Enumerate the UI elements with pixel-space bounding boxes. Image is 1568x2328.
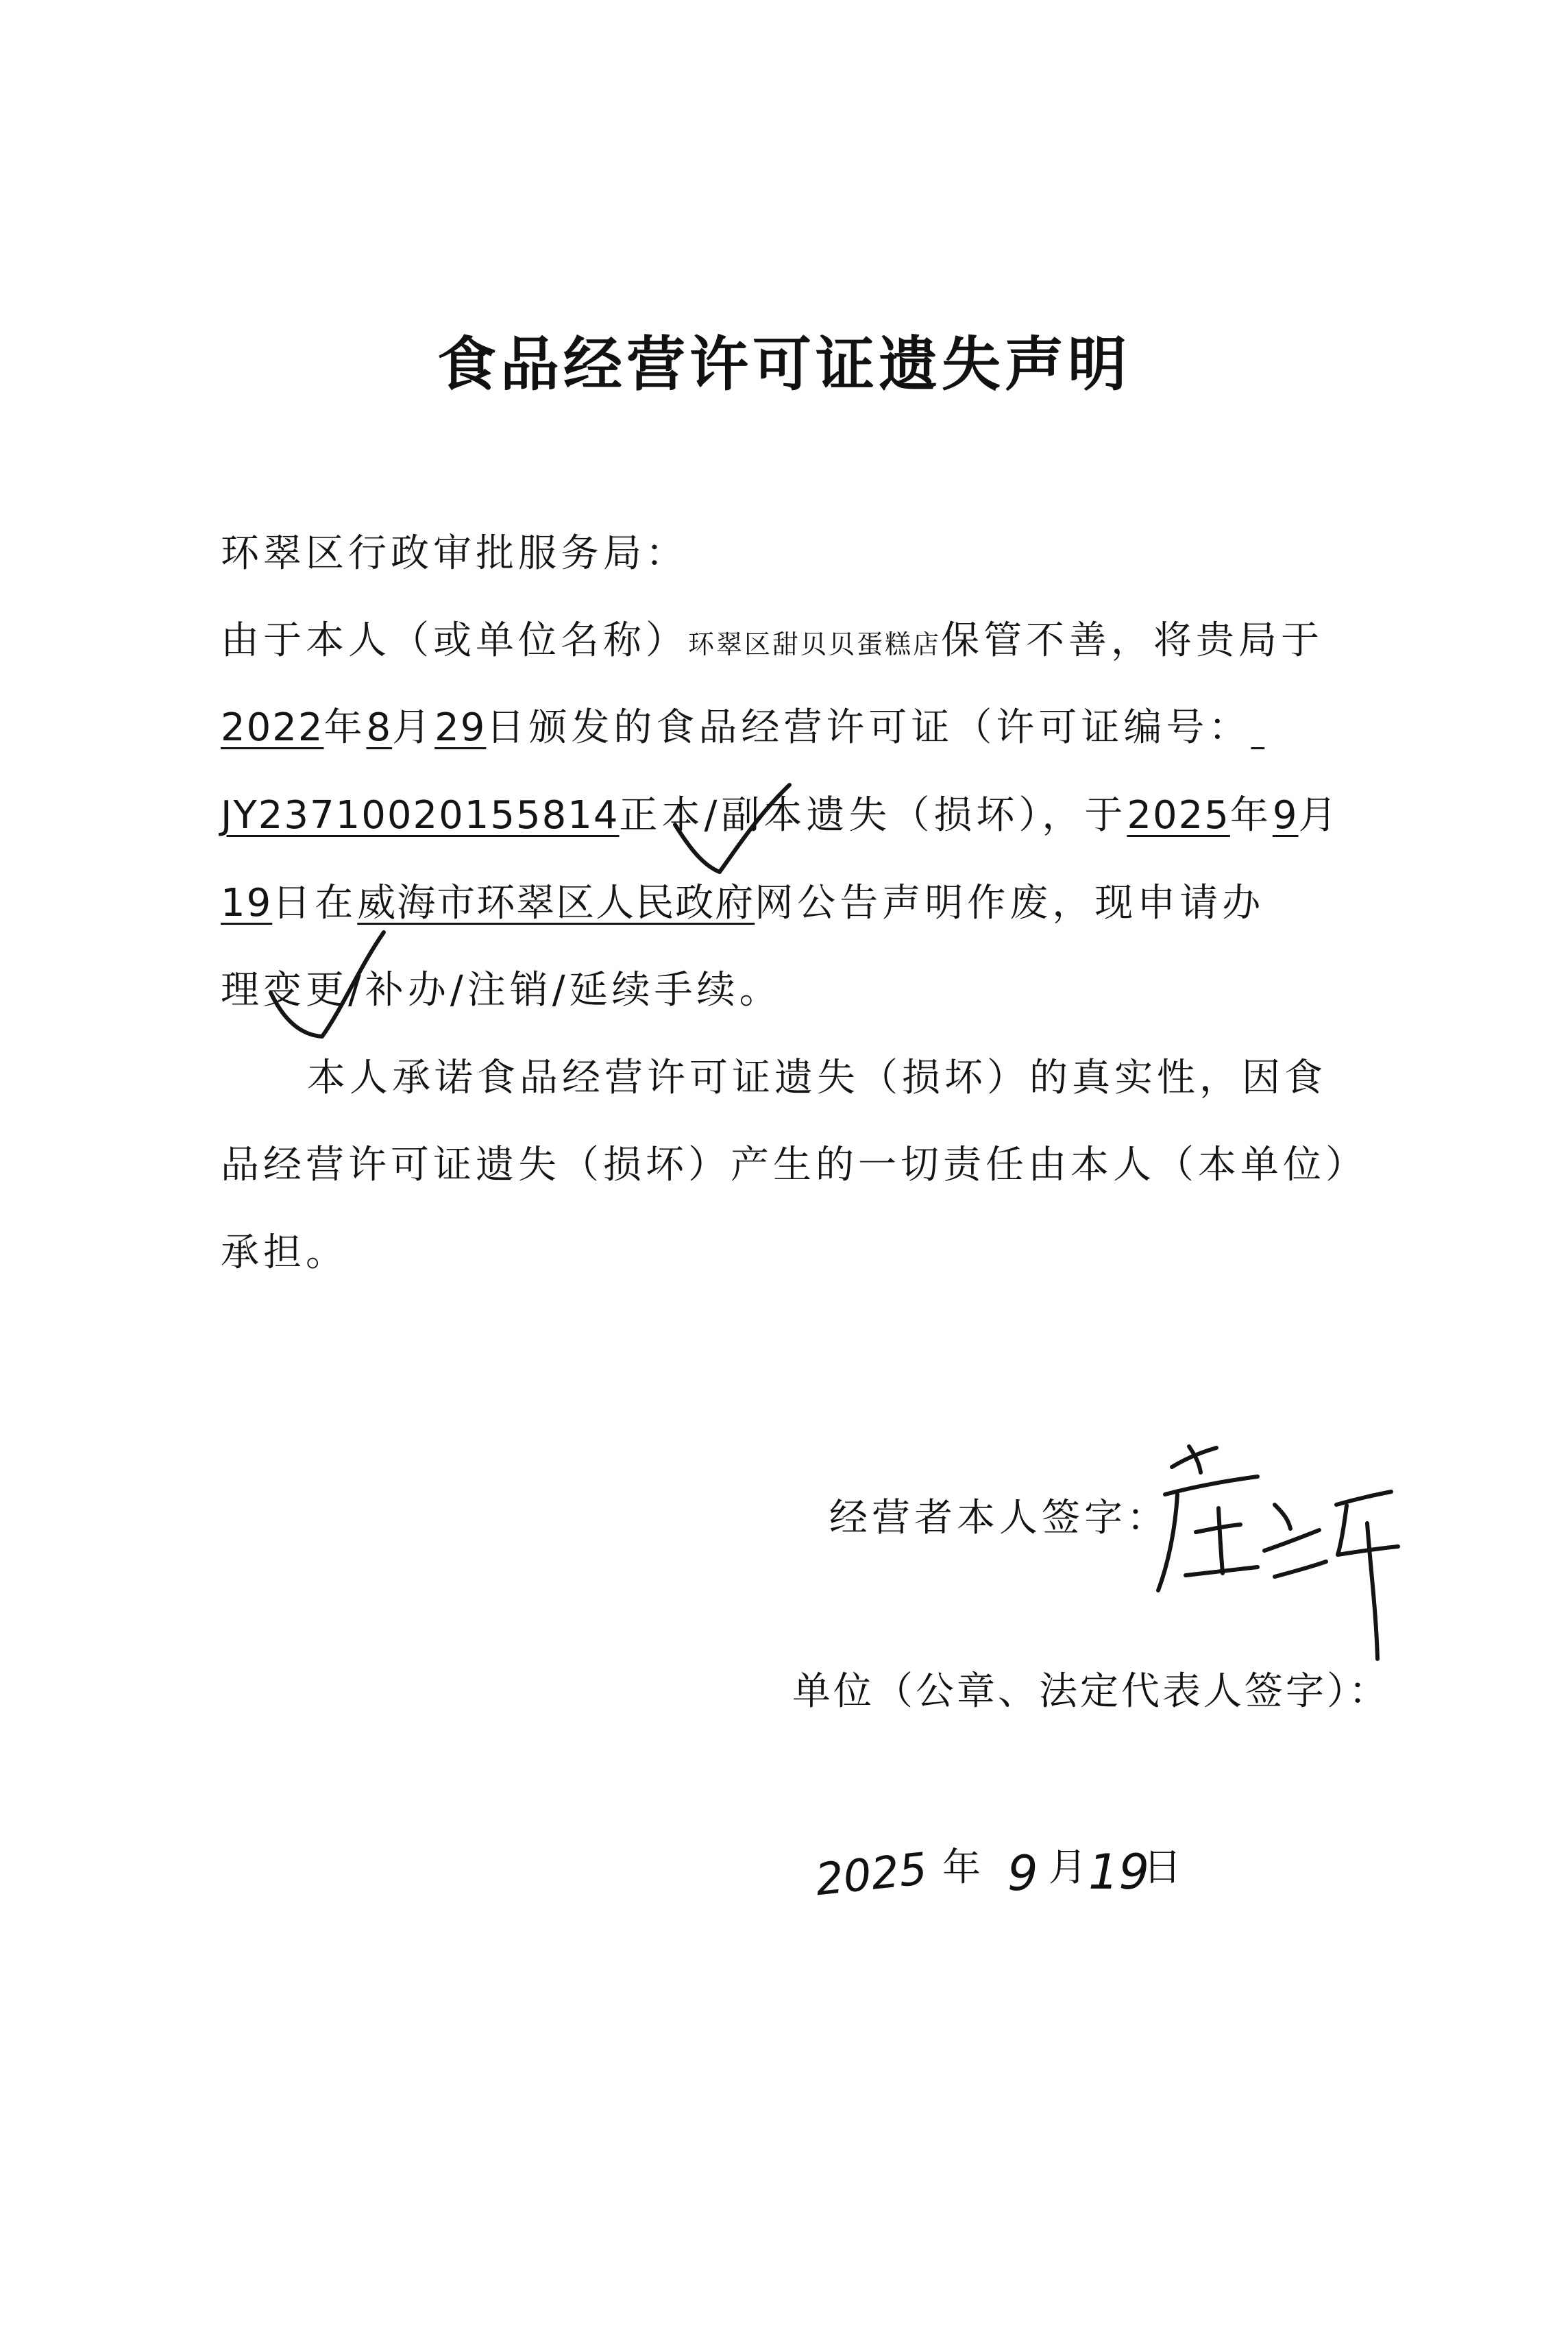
body-text: 日颁发的食品经营许可证（许可证编号： (486, 705, 1251, 750)
notice-month: 9 (1272, 793, 1299, 838)
body-line-2 (221, 614, 1323, 672)
notice-year-unit: 年 (1229, 793, 1273, 838)
date-day: 19 (1088, 1844, 1150, 1900)
handwritten-date (813, 1827, 1199, 1923)
body-line-5 (221, 876, 1264, 931)
body-para2-line-1: 本人承诺食品经营许可证遗失（损坏）的真实性，因食 (307, 1056, 1327, 1100)
addressee: 环翠区行政审批服务局： (221, 531, 688, 576)
issue-year: 2022 (221, 705, 324, 750)
operator-signature-label: 经营者本人签字： (829, 1496, 1169, 1540)
issue-day: 29 (434, 705, 487, 750)
issue-year-unit: 年 (323, 705, 367, 750)
notice-year: 2025 (1127, 793, 1230, 838)
handwritten-signature-icon (1158, 1446, 1398, 1659)
date-day-unit: 日 (1143, 1845, 1181, 1890)
body-text: 网公告声明作废，现申请办 (755, 881, 1265, 925)
license-blank (1251, 705, 1264, 750)
body-line-6: 理变更/补办/注销/延续手续。 (221, 968, 782, 1013)
issue-month: 8 (366, 705, 393, 750)
date-year: 2025 (813, 1843, 930, 1906)
unit-name: 环翠区甜贝贝蛋糕店 (688, 629, 942, 659)
document-title: 食品经营许可证遗失声明 (437, 330, 1131, 399)
body-text: 日在 (272, 881, 358, 925)
date-month: 9 (1007, 1845, 1038, 1902)
license-number: JY23710020155814 (221, 793, 620, 838)
body-text: 保管不善，将贵局于 (941, 618, 1324, 663)
date-month-unit: 月 (1049, 1845, 1087, 1890)
body-line-3 (221, 701, 1264, 755)
body-para2-line-2: 品经营许可证遗失（损坏）产生的一切责任由本人（本单位） (221, 1143, 1368, 1187)
notice-day: 19 (221, 881, 273, 925)
unit-stamp-label: 单位（公章、法定代表人签字）： (792, 1669, 1390, 1714)
body-line-4 (221, 788, 1341, 843)
date-year-unit: 年 (942, 1845, 981, 1890)
notice-month-unit: 月 (1298, 793, 1341, 838)
notice-site: 威海市环翠区人民政府 (357, 881, 755, 925)
body-text: 正本/副本遗失（损坏），于 (619, 793, 1127, 838)
body-text: 由于本人（或单位名称） (221, 618, 688, 663)
issue-month-unit: 月 (392, 705, 435, 750)
body-para2-line-3: 承担。 (221, 1230, 348, 1275)
